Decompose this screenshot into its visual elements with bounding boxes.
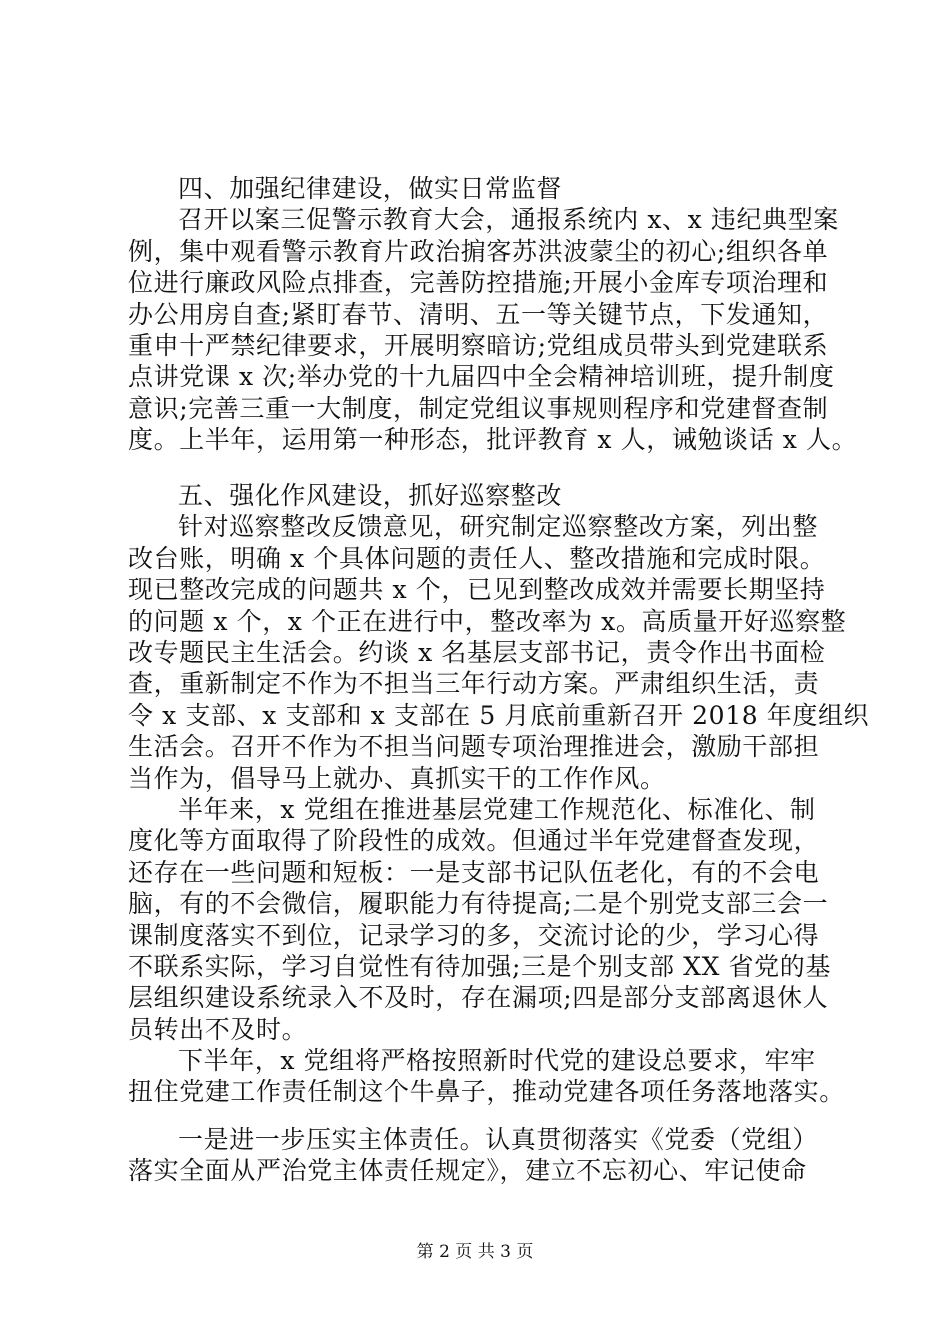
paragraph-line: 层组织建设系统录入不及时，存在漏项;四是部分支部离退休人 xyxy=(128,983,829,1013)
paragraph-line: 当作为，倡导马上就办、真抓实干的工作作风。 xyxy=(128,763,666,793)
paragraph-line: 不联系实际，学习自觉性有待加强;三是个别支部 XX 省党的基 xyxy=(128,951,831,981)
summary-paragraph xyxy=(128,794,840,1045)
paragraph-line: 例，集中观看警示教育片政治掮客苏洪波蒙尘的初心;组织各单 xyxy=(128,236,829,266)
page-number-footer: 第 2 页 共 3 页 xyxy=(416,1242,534,1262)
paragraph-line: 改专题民主生活会。约谈 x 名基层支部书记，责令作出书面检 xyxy=(128,637,826,667)
paragraph-line: 一是进一步压实主体责任。认真贯彻落实《党委（党组） xyxy=(178,1125,819,1154)
paragraph-line: 令 x 支部、x 支部和 x 支部在 5 月底前重新召开 2018 年度组织 xyxy=(128,700,870,730)
paragraph-line: 扭住党建工作责任制这个牛鼻子，推动党建各项任务落地落实。 xyxy=(128,1077,845,1107)
paragraph-line: 的问题 x 个，x 个正在进行中，整改率为 x。高质量开好巡察整 xyxy=(128,606,847,636)
paragraph-line: 点讲党课 x 次;举办党的十九届四中全会精神培训班，提升制度 xyxy=(128,362,835,392)
paragraph-line: 召开以案三促警示教育大会，通报系统内 x、x 违纪典型案 xyxy=(178,205,839,235)
plan-paragraph xyxy=(128,1045,845,1108)
paragraph-line: 意识;完善三重一大制度，制定党组议事规则程序和党建督查制 xyxy=(128,393,829,423)
section-5-heading: 五、强化作风建设，抓好巡察整改 xyxy=(178,481,563,510)
paragraph-line: 脑，有的不会微信，履职能力有待提高;二是个别党支部三会一 xyxy=(128,889,829,919)
paragraph-line: 位进行廉政风险点排查，完善防控措施;开展小金库专项治理和 xyxy=(128,268,829,298)
paragraph-line: 度化等方面取得了阶段性的成效。但通过半年党建督查发现， xyxy=(128,826,820,856)
paragraph-line: 重申十严禁纪律要求，开展明察暗访;党组成员带头到党建联系 xyxy=(128,330,829,360)
paragraph-line: 落实全面从严治党主体责任规定》，建立不忘初心、牢记使命 xyxy=(128,1156,807,1186)
section-4-heading: 四、加强纪律建设，做实日常监督 xyxy=(178,174,563,203)
paragraph-line: 下半年，x 党组将严格按照新时代党的建设总要求，牢牢 xyxy=(178,1046,816,1075)
paragraph-line: 课制度落实不到位，记录学习的多，交流讨论的少，学习心得 xyxy=(128,920,820,950)
section-5 xyxy=(128,480,870,794)
paragraph-line: 办公用房自查;紧盯春节、清明、五一等关键节点，下发通知， xyxy=(128,299,829,329)
paragraph-line: 生活会。召开不作为不担当问题专项治理推进会，激励干部担 xyxy=(128,732,820,762)
section-4 xyxy=(128,173,858,456)
paragraph-line: 改台账，明确 x 个具体问题的责任人、整改措施和完成时限。 xyxy=(128,543,826,573)
paragraph-line: 员转出不及时。 xyxy=(128,1014,308,1044)
paragraph-line: 针对巡察整改反馈意见，研究制定巡察整改方案，列出整 xyxy=(178,512,819,542)
point-1-paragraph xyxy=(128,1124,840,1187)
paragraph-line: 半年来，x 党组在推进基层党建工作规范化、标准化、制 xyxy=(178,795,816,824)
paragraph-line: 度。上半年，运用第一种形态，批评教育 x 人，诫勉谈话 x 人。 xyxy=(128,425,858,455)
paragraph-line: 现已整改完成的问题共 x 个，已见到整改成效并需要长期坚持 xyxy=(128,575,826,605)
paragraph-line: 还存在一些问题和短板：一是支部书记队伍老化，有的不会电 xyxy=(128,857,820,887)
paragraph-line: 查，重新制定不作为不担当三年行动方案。严肃组织生活，责 xyxy=(128,669,820,699)
